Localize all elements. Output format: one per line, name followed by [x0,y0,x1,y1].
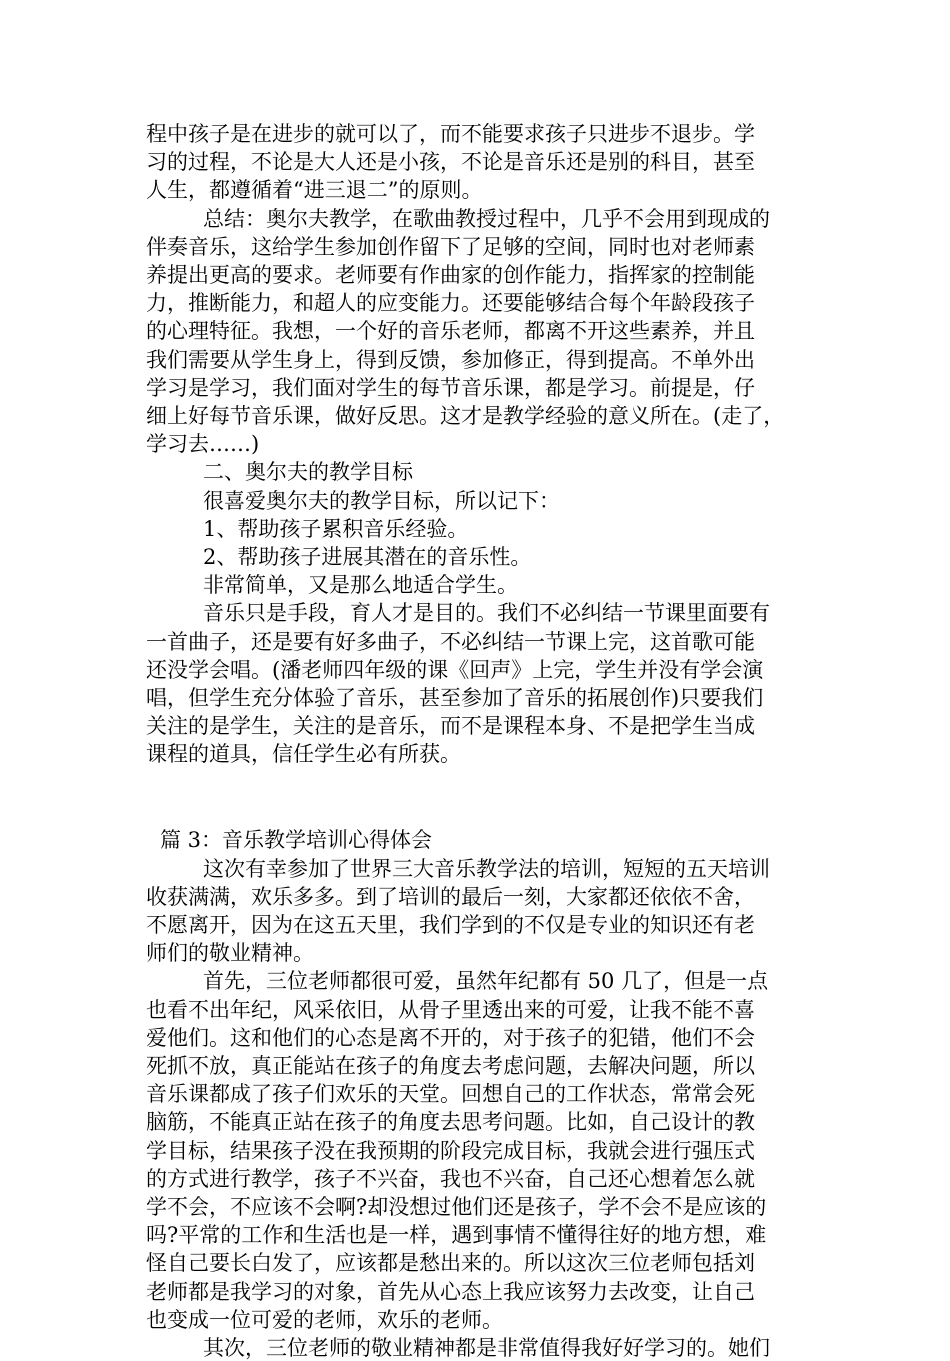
paragraph-start-line: 很喜爱奥尔夫的教学目标，所以记下： [203,489,560,513]
text-line: 学习是学习，我们面对学生的每节音乐课，都是学习。前提是，仔 [146,376,755,400]
text-line: 师们的敬业精神。 [146,941,314,965]
text-line: 课程的道具，信任学生必有所获。 [146,742,461,766]
text-line: 学不会，不应该不会啊?却没想过他们还是孩子，学不会不是应该的 [146,1195,767,1219]
text-line: 的方式进行教学，孩子不兴奋，我也不兴奋，自己还心想着怎么就 [146,1167,755,1191]
text-line: 还没学会唱。(潘老师四年级的课《回声》上完，学生并没有学会演 [146,658,764,682]
text-line: 死抓不放，真正能站在孩子的角度去考虑问题，去解决问题，所以 [146,1054,755,1078]
paragraph-start-line: 这次有幸参加了世界三大音乐教学法的培训，短短的五天培训 [203,857,770,881]
text-line: 音乐课都成了孩子们欢乐的天堂。回想自己的工作状态，常常会死 [146,1082,755,1106]
text-line: 习的过程，不论是大人还是小孩，不论是音乐还是别的科目，甚至 [146,150,755,174]
list-item: 2、帮助孩子进展其潜在的音乐性。 [203,545,532,569]
text-line: 收获满满，欢乐多多。到了培训的最后一刻，大家都还依依不舍， [146,885,755,909]
text-line: 也变成一位可爱的老师，欢乐的老师。 [146,1308,503,1332]
paragraph-start-line: 其次，三位老师的敬业精神都是非常值得我好好学习的。她们 [203,1336,770,1360]
section-heading: 二、奥尔夫的教学目标 [203,460,413,484]
text-line: 力，推断能力，和超人的应变能力。还要能够结合每个年龄段孩子 [146,291,755,315]
text-line: 学目标，结果孩子没在我预期的阶段完成目标，我就会进行强压式 [146,1139,755,1163]
article-title: 篇 3：音乐教学培训心得体会 [160,828,433,852]
paragraph-start-line: 音乐只是手段，育人才是目的。我们不必纠结一节课里面要有 [203,601,770,625]
text-line: 程中孩子是在进步的就可以了，而不能要求孩子只进步不退步。学 [146,122,755,146]
paragraph-start-line: 首先，三位老师都很可爱，虽然年纪都有 50 几了，但是一点 [203,969,769,993]
paragraph-start-line: 非常简单，又是那么地适合学生。 [203,573,518,597]
text-line: 养提出更高的要求。老师要有作曲家的创作能力，指挥家的控制能 [146,263,755,287]
paragraph-start-line: 总结：奥尔夫教学，在歌曲教授过程中，几乎不会用到现成的 [203,207,770,231]
text-line: 爱他们。这和他们的心态是离不开的，对于孩子的犯错，他们不会 [146,1026,755,1050]
text-line: 脑筋，不能真正站在孩子的角度去思考问题。比如，自己设计的教 [146,1110,755,1134]
text-line: 人生，都遵循着“进三退二”的原则。 [146,178,483,202]
text-line: 的心理特征。我想，一个好的音乐老师，都离不开这些素养，并且 [146,319,755,343]
text-line: 一首曲子，还是要有好多曲子，不必纠结一节课上完，这首歌可能 [146,630,755,654]
text-line: 伴奏音乐，这给学生参加创作留下了足够的空间，同时也对老师素 [146,235,755,259]
list-item: 1、帮助孩子累积音乐经验。 [203,517,469,541]
text-line: 怪自己要长白发了，应该都是愁出来的。所以这次三位老师包括刘 [146,1251,755,1275]
text-line: 唱，但学生充分体验了音乐，甚至参加了音乐的拓展创作)只要我们 [146,686,764,710]
text-line: 老师都是我学习的对象，首先从心态上我应该努力去改变，让自己 [146,1280,755,1304]
text-line: 细上好每节音乐课，做好反思。这才是教学经验的意义所在。(走了， [146,404,785,428]
text-line: 我们需要从学生身上，得到反馈，参加修正，得到提高。不单外出 [146,348,755,372]
text-line: 学习去……) [146,432,260,456]
text-line: 不愿离开，因为在这五天里，我们学到的不仅是专业的知识还有老 [146,913,755,937]
text-line: 也看不出年纪，风采依旧，从骨子里透出来的可爱，让我不能不喜 [146,998,755,1022]
text-line: 关注的是学生，关注的是音乐，而不是课程本身、不是把学生当成 [146,714,755,738]
text-line: 吗?平常的工作和生活也是一样，遇到事情不懂得往好的地方想，难 [146,1223,767,1247]
